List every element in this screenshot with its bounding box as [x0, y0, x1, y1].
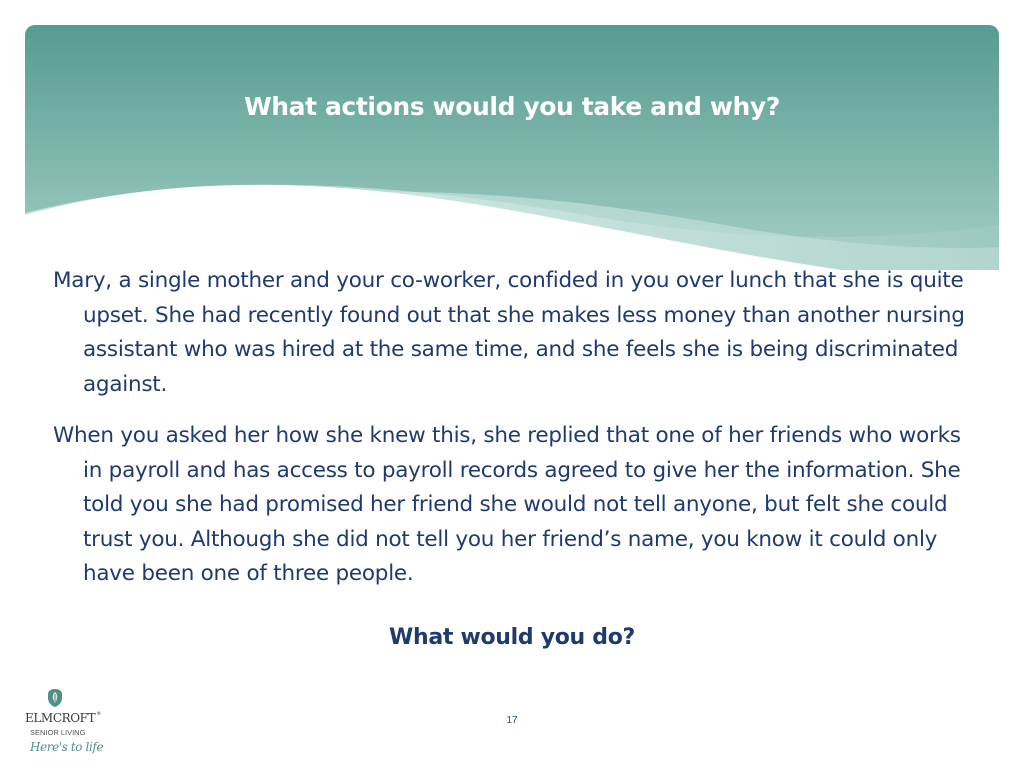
leaf-shield-icon — [46, 688, 64, 708]
scenario-paragraph: Mary, a single mother and your co-worker, confided in you over lunch that she is quite upset. She had recently found out that she makes less money than another nursing assistant who was hired at the same time, and she feels she is being discriminated against. — [53, 268, 965, 397]
scenario-paragraph: When you asked her how she knew this, she replied that one of her friends who works in payroll and has access to payroll records agreed to give her the information. She told you she had promised her friend she would not tell anyone, but felt she could trust you. Although she did not tell you her friend’s name, you know it could only have been one of three people. — [53, 423, 961, 586]
scenario-body — [53, 264, 983, 609]
logo-subtitle: SENIOR LIVING — [30, 728, 86, 737]
logo-tagline: Here's to life — [30, 740, 104, 754]
page-number: 17 — [506, 715, 518, 726]
header-banner — [25, 25, 999, 270]
slide-title: What actions would you take and why? — [244, 92, 780, 121]
logo-wordmark: ELMCROFT® — [25, 711, 101, 725]
discussion-question: What would you do? — [389, 625, 635, 650]
elmcroft-logo — [22, 688, 102, 760]
wave-background — [25, 25, 999, 270]
